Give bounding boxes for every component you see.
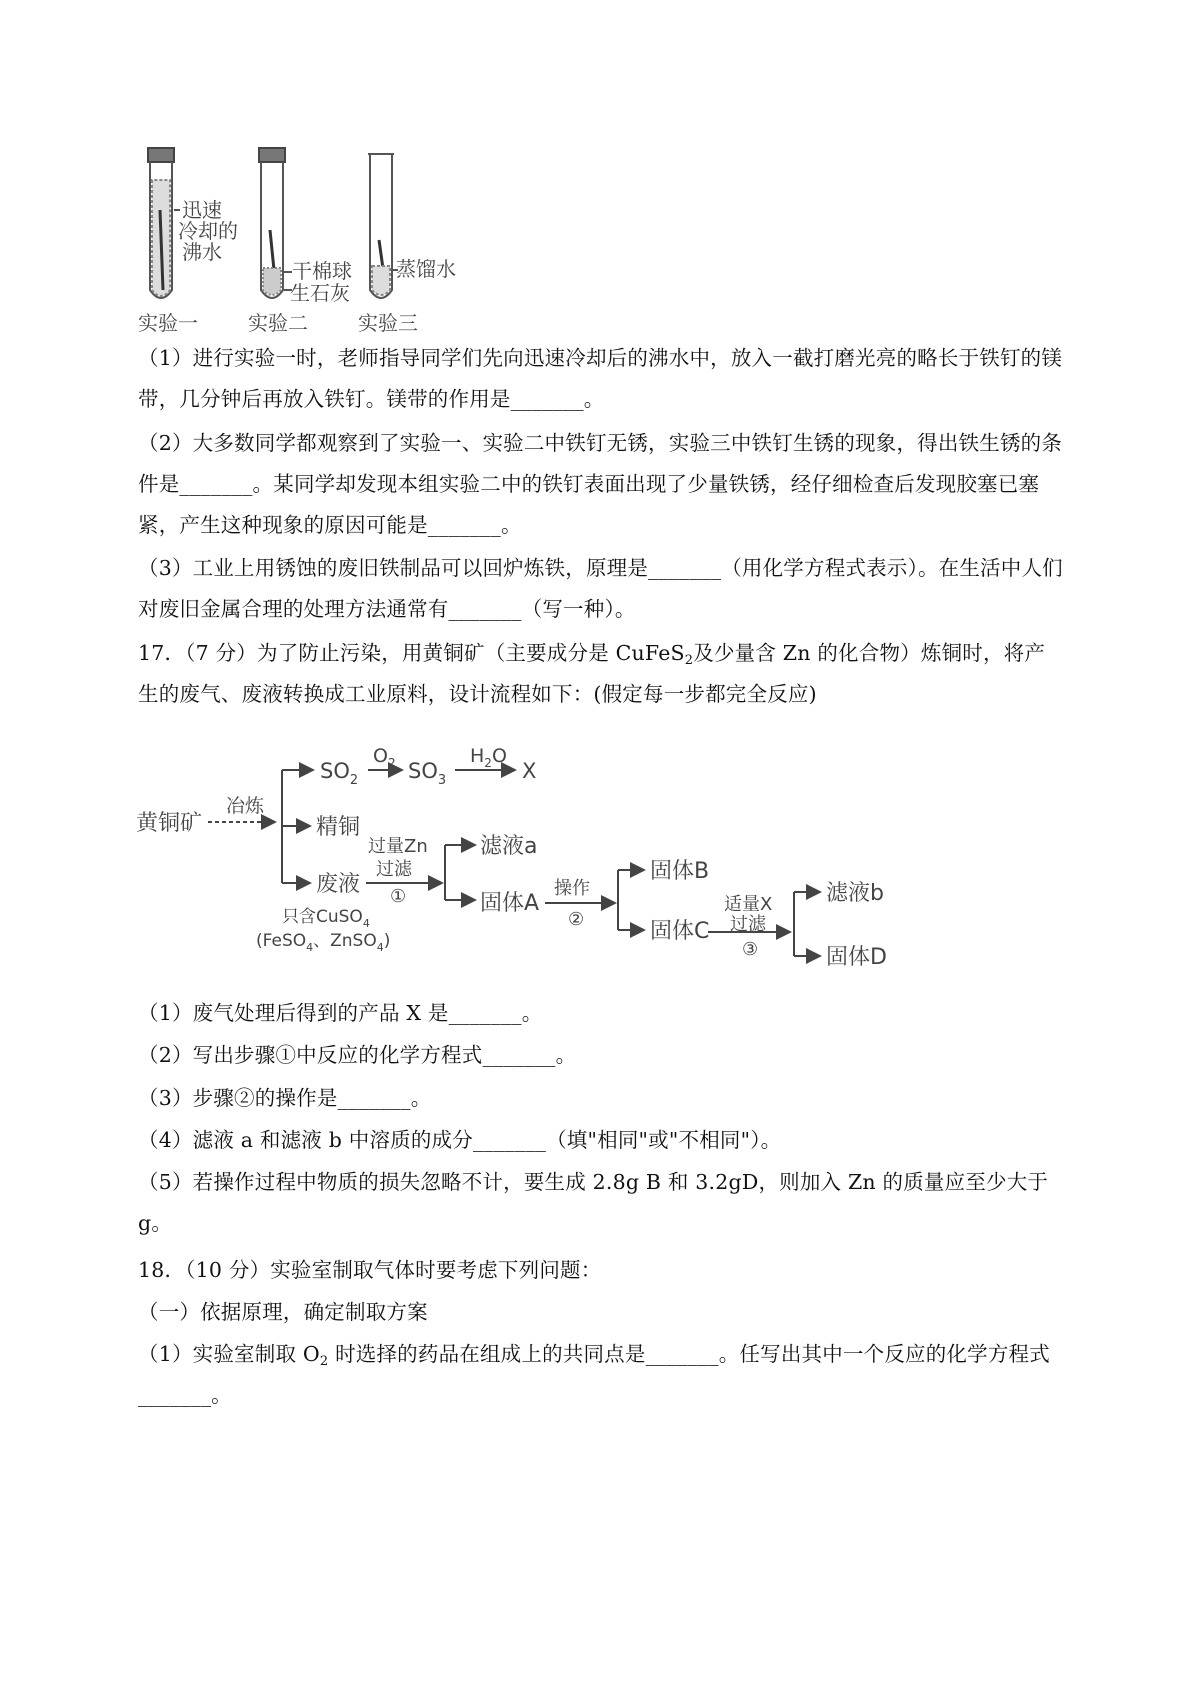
q17-part5: （5）若操作过程中物质的损失忽略不计，要生成 2.8g B 和 3.2gD，则加入 Zn 的质量应至少大于g。 bbox=[138, 1170, 1049, 1235]
q17-part4: （4）滤液 a 和滤液 b 中溶质的成分_______（填"相同"或"不相同"）。 bbox=[138, 1128, 782, 1152]
q18-part1-sub: 2 bbox=[319, 1354, 329, 1369]
flow-excess-zn: 过量Zn bbox=[368, 836, 428, 857]
flow-so2-sub: 2 bbox=[349, 773, 359, 788]
flow-waste-note3-main: 、ZnSO bbox=[313, 931, 377, 951]
flow-waste-note1 bbox=[282, 907, 370, 930]
flow-waste-note1-sub: 4 bbox=[362, 917, 370, 930]
flow-solid-d: 固体D bbox=[826, 945, 887, 970]
annot-tube1-line3: 沸水 bbox=[182, 240, 222, 264]
annot-tube3: 蒸馏水 bbox=[396, 257, 456, 281]
q17-heading-sub: 2 bbox=[684, 653, 694, 668]
flow-proper-x: 适量X bbox=[724, 894, 773, 915]
q18-part1-a: （1）实验室制取 O bbox=[138, 1342, 320, 1366]
flow-waste-note2 bbox=[256, 931, 390, 954]
tube-label-2: 实验二 bbox=[248, 311, 308, 335]
flow-step1: ① bbox=[390, 886, 407, 907]
flow-so3-sub: 3 bbox=[437, 773, 447, 788]
q17-heading-a: 17．（7 分）为了防止污染，用黄铜矿（主要成分是 CuFeS bbox=[138, 641, 685, 665]
flow-paren-open: ( bbox=[256, 931, 263, 951]
q17-part3: （3）步骤②的操作是_______。 bbox=[138, 1086, 432, 1110]
flow-o2-sub: 2 bbox=[387, 756, 396, 770]
flow-waste: 废液 bbox=[316, 872, 361, 897]
flow-solid-b: 固体B bbox=[650, 859, 710, 884]
flow-chart bbox=[130, 740, 910, 980]
flow-so3-main: SO bbox=[408, 759, 438, 783]
q16-part2: （2）大多数同学都观察到了实验一、实验二中铁钉无锈，实验三中铁钉生锈的现象，得出铁生锈的条件是_______。某同学却发现本组实验二中的铁钉表面出现了少量铁锈，经仔细检查后发现胶塞已塞紧，产生这种现象的原因可能是_______。 bbox=[138, 431, 1063, 537]
flow-ore: 黄铜矿 bbox=[136, 811, 203, 836]
q18-part1 bbox=[138, 1334, 1063, 1416]
q17-heading bbox=[138, 633, 1063, 715]
tube-label-1: 实验一 bbox=[138, 311, 198, 335]
flow-waste-note2-main: FeSO bbox=[262, 931, 307, 951]
q16-part1: （1）进行实验一时，老师指导同学们先向迅速冷却后的沸水中，放入一截打磨光亮的略长于铁钉的镁带，几分钟后再放入铁钉。镁带的作用是_______。 bbox=[138, 346, 1063, 411]
flow-h2o bbox=[470, 745, 507, 770]
annot-tube1-line2: 冷却的 bbox=[178, 219, 238, 243]
annot-tube2-line1: 干棉球 bbox=[292, 259, 352, 283]
test-tube-figure bbox=[130, 140, 490, 340]
flow-paren-close: ) bbox=[383, 931, 391, 951]
flow-filter3: 过滤 bbox=[730, 914, 766, 935]
q18-heading: 18．（10 分）实验室制取气体时要考虑下列问题： bbox=[138, 1258, 602, 1282]
q17-part1: （1）废气处理后得到的产品 X 是_______。 bbox=[138, 1001, 543, 1025]
flow-h2o-sub: 2 bbox=[484, 756, 492, 770]
flow-so3 bbox=[408, 759, 446, 788]
flow-smelt: 冶炼 bbox=[226, 795, 265, 817]
flow-o2 bbox=[373, 745, 396, 770]
flow-filtrate-a: 滤液a bbox=[480, 834, 538, 859]
flow-waste-note3-sub: 4 bbox=[376, 941, 384, 954]
flow-solid-c: 固体C bbox=[650, 919, 710, 944]
flow-filter1: 过滤 bbox=[376, 859, 412, 880]
q16-part3: （3）工业上用锈蚀的废旧铁制品可以回炉炼铁，原理是_______（用化学方程式表示）。在生活中人们对废旧金属合理的处理方法通常有_______（写一种）。 bbox=[138, 556, 1063, 621]
flow-h2o-o: O bbox=[491, 745, 507, 767]
test-tube-3 bbox=[368, 154, 398, 298]
flow-filtrate-b: 滤液b bbox=[826, 881, 884, 906]
flow-step3: ③ bbox=[742, 939, 759, 960]
annot-tube1-line1: 迅速 bbox=[182, 198, 222, 222]
q17-part2: （2）写出步骤①中反应的化学方程式_______。 bbox=[138, 1043, 577, 1067]
flow-o2-main: O bbox=[373, 745, 388, 767]
flow-waste-note1-main: 只含CuSO bbox=[282, 907, 363, 927]
q18-part1-b: 时选择的药品在组成上的共同点是_______。任写出其中一个反应的化学方程式_______。 bbox=[138, 1342, 1050, 1407]
tube-label-3: 实验三 bbox=[358, 311, 418, 335]
flow-so2-main: SO bbox=[320, 759, 350, 783]
flow-h2o-h: H bbox=[470, 745, 485, 767]
flow-x: X bbox=[522, 759, 537, 783]
flow-so2 bbox=[320, 759, 358, 788]
flow-copper: 精铜 bbox=[316, 815, 361, 840]
flow-solid-a: 固体A bbox=[480, 891, 540, 916]
q18-section1: （一）依据原理，确定制取方案 bbox=[138, 1300, 428, 1324]
flow-operate: 操作 bbox=[554, 878, 590, 899]
q17-heading-b: 及少量含 Zn 的化合物）炼铜时，将产生的废气、废液转换成工业原料，设计流程如下：(假定每一步都完全反应) bbox=[138, 641, 1046, 706]
flow-step2: ② bbox=[568, 909, 585, 930]
flow-waste-note2-sub: 4 bbox=[306, 941, 314, 954]
annot-tube2-line2: 生石灰 bbox=[290, 281, 350, 305]
test-tube-2 bbox=[259, 148, 292, 298]
test-tube-1 bbox=[148, 148, 180, 298]
